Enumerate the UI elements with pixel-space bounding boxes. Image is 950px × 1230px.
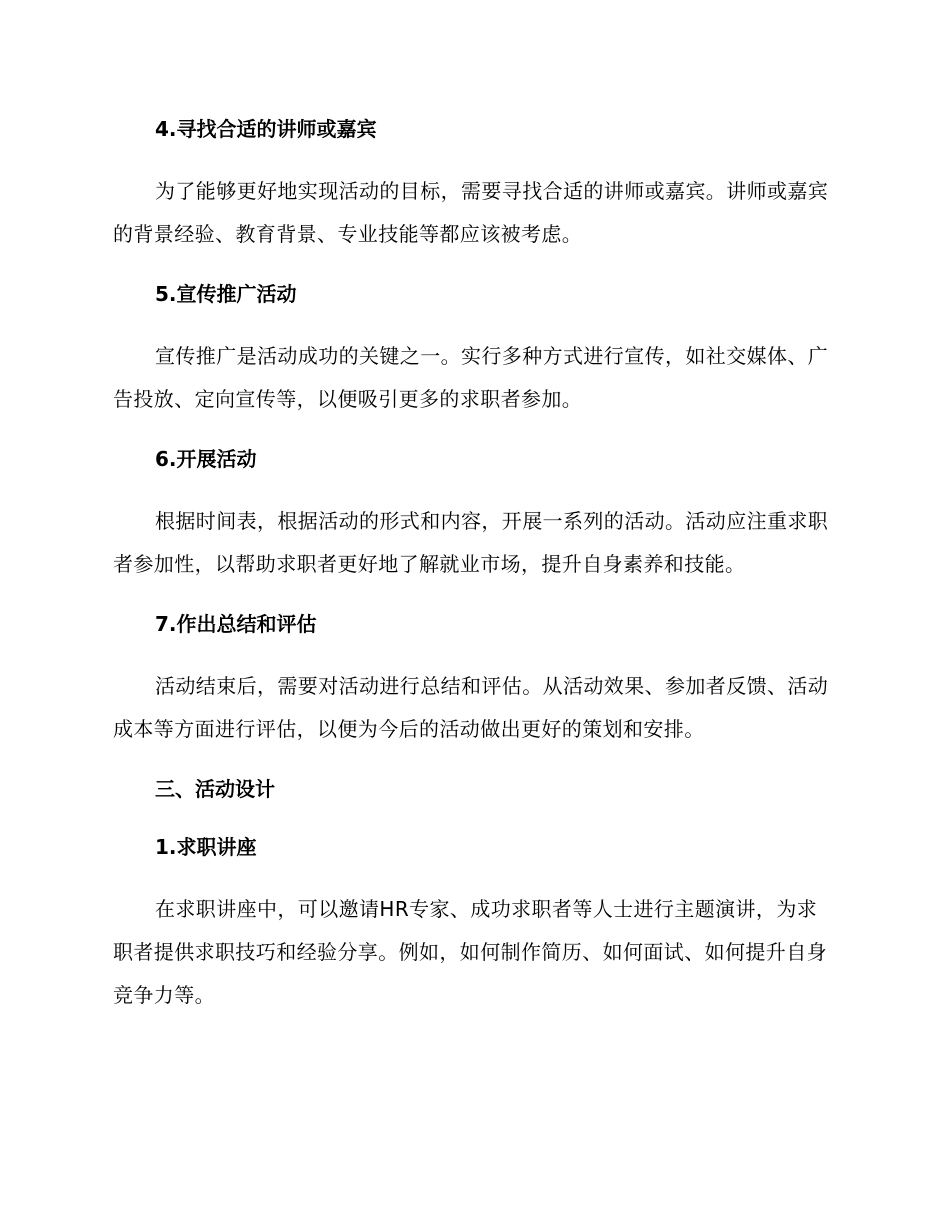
section-heading-job-lecture: 1.求职讲座 [155,835,257,859]
section-paragraph-find-lecturer: 为了能够更好地实现活动的目标，需要寻找合适的讲师或嘉宾。讲师或嘉宾的背景经验、教育背景、专业技能等都应该被考虑。 [113,179,829,246]
section-heading-summary-evaluation: 7.作出总结和评估 [155,612,317,636]
section-heading-promotion: 5.宣传推广活动 [155,282,297,306]
section-paragraph-job-lecture: 在求职讲座中，可以邀请HR专家、成功求职者等人士进行主题演讲，为求职者提供求职技巧和经验分享。例如，如何制作简历、如何面试、如何提升自身竞争力等。 [113,897,827,1007]
section-paragraph-promotion: 宣传推广是活动成功的关键之一。实行多种方式进行宣传，如社交媒体、广告投放、定向宣传等，以便吸引更多的求职者参加。 [113,344,829,411]
section-paragraph-summary-evaluation: 活动结束后，需要对活动进行总结和评估。从活动效果、参加者反馈、活动成本等方面进行评估，以便为今后的活动做出更好的策划和安排。 [113,674,829,741]
section-heading-conduct-activity: 6.开展活动 [155,447,257,471]
section-paragraph-conduct-activity: 根据时间表，根据活动的形式和内容，开展一系列的活动。活动应注重求职者参加性，以帮助求职者更好地了解就业市场，提升自身素养和技能。 [113,509,829,576]
document-body [113,112,833,1038]
chapter-heading-activity-design: 三、活动设计 [155,777,275,801]
section-heading-find-lecturer: 4.寻找合适的讲师或嘉宾 [155,117,377,141]
